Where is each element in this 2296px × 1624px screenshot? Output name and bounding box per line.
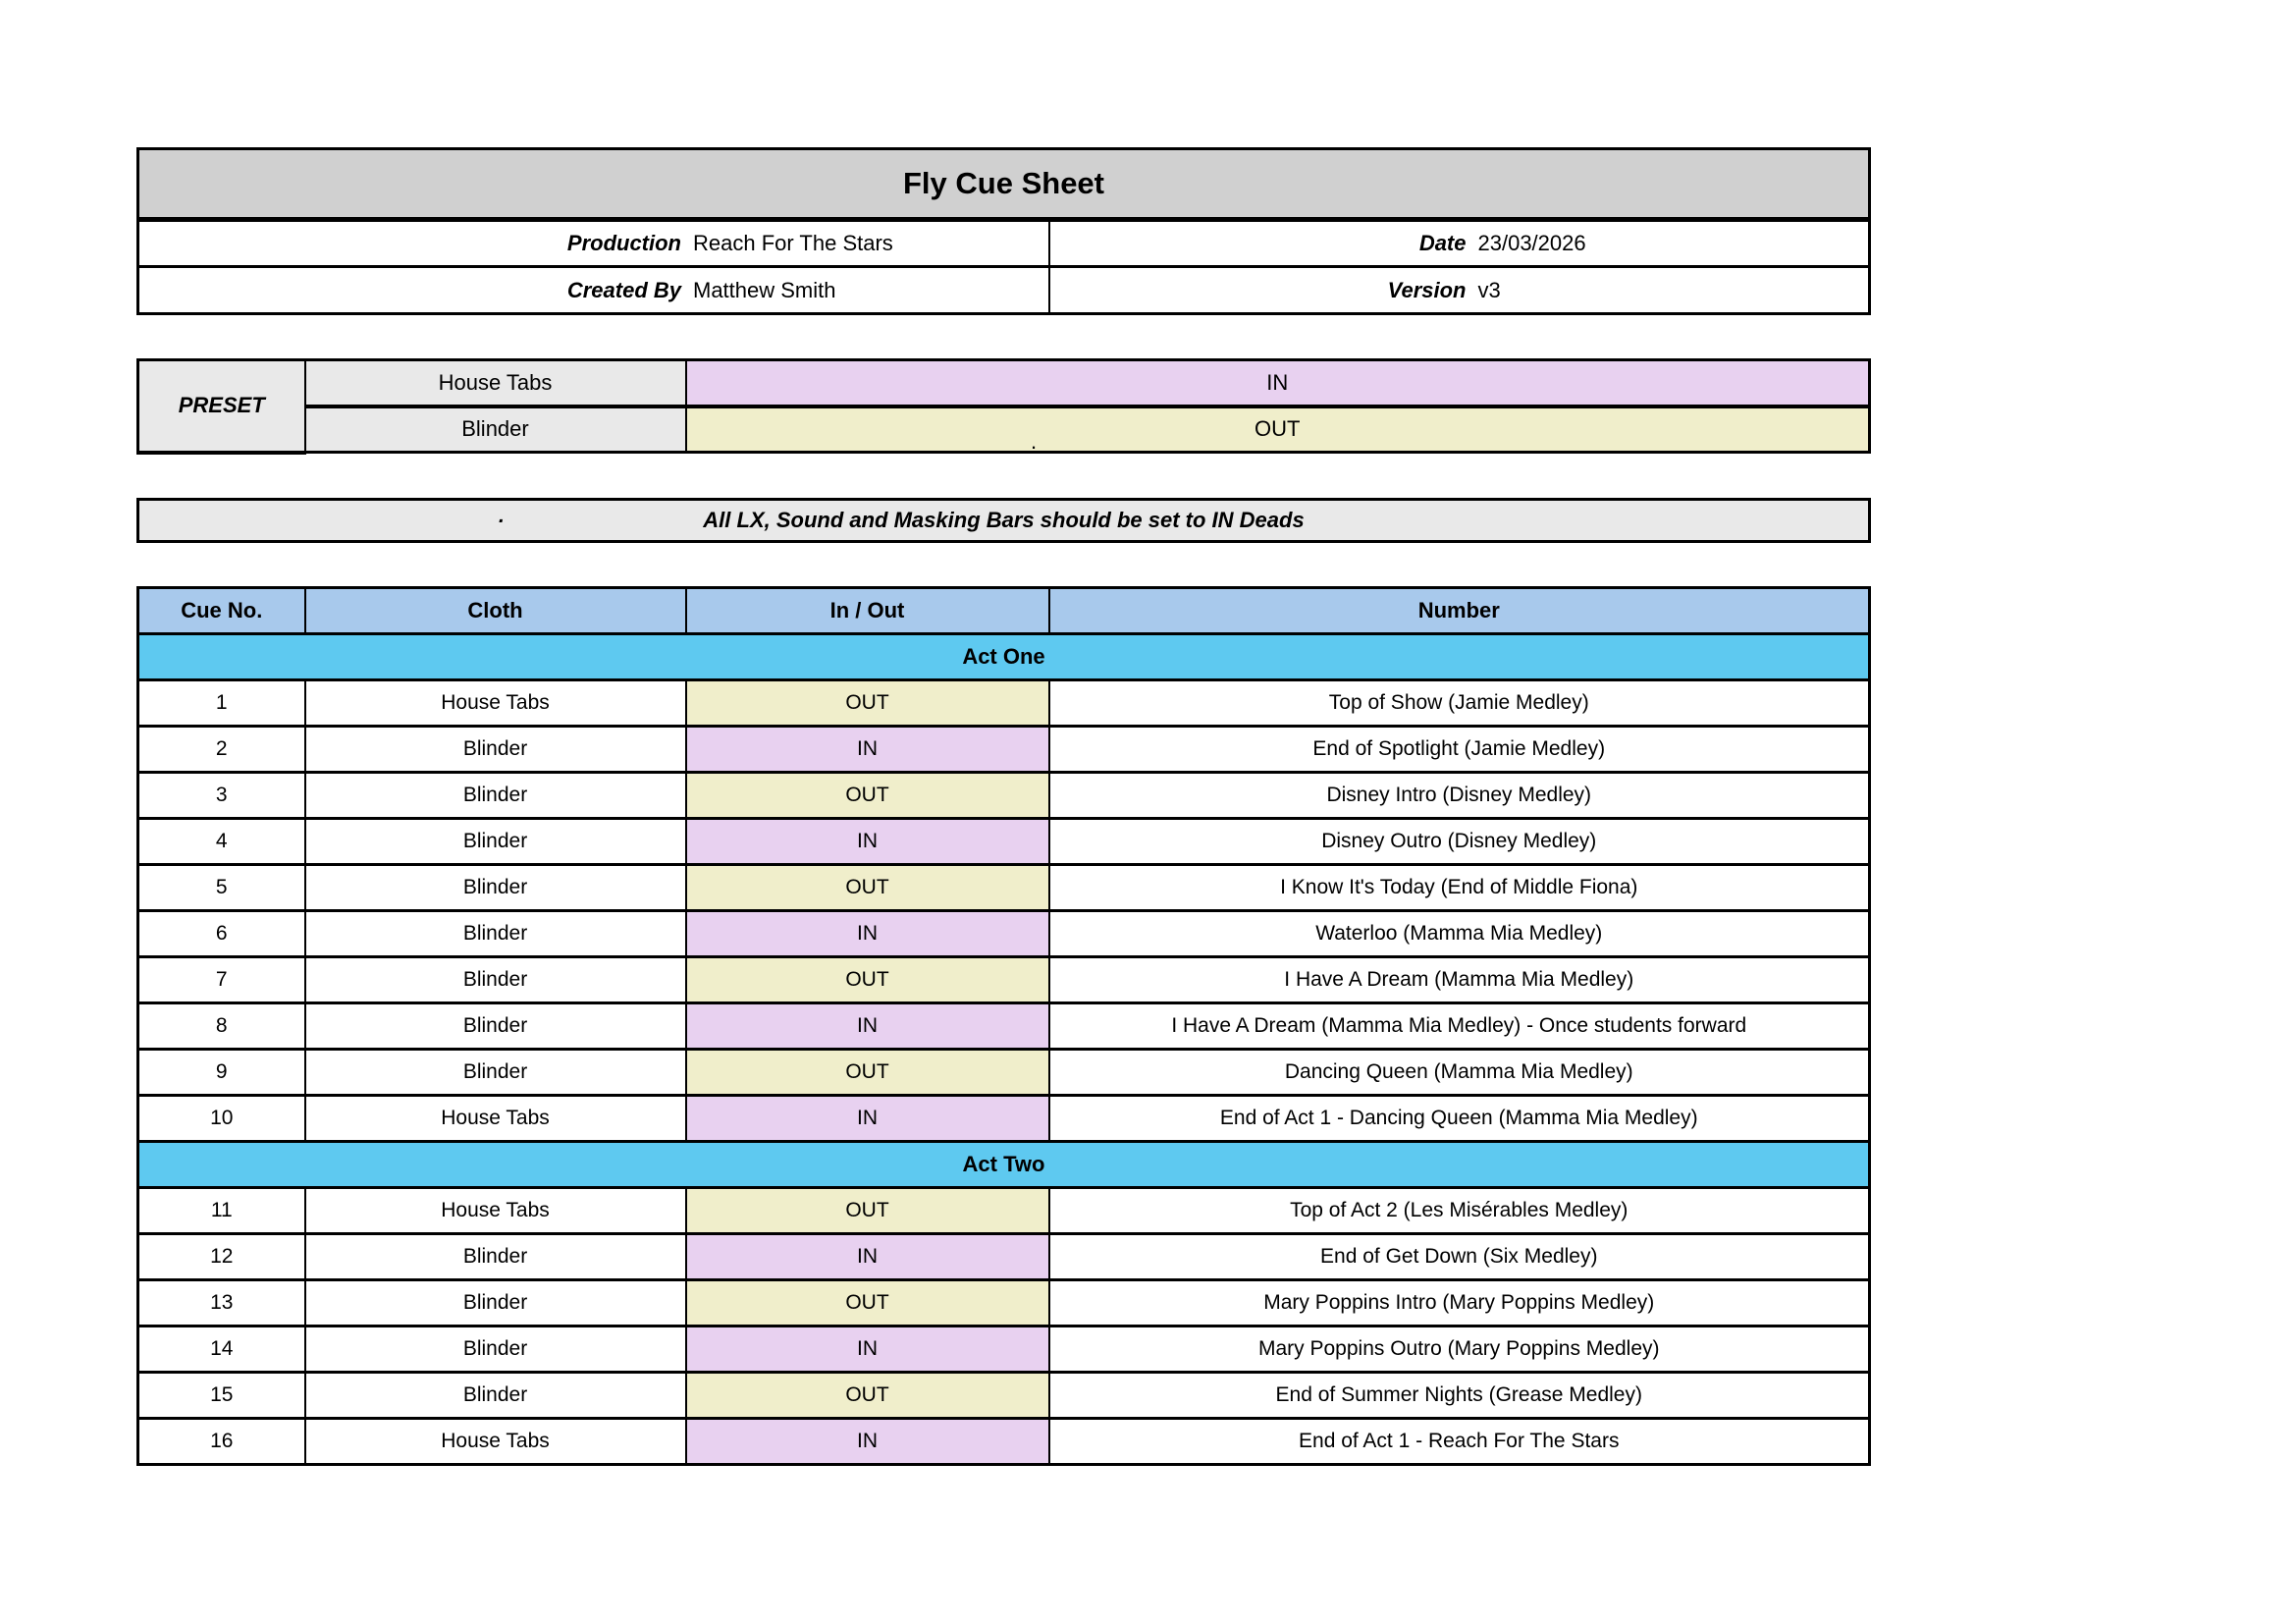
col-header-cloth: Cloth	[305, 588, 686, 634]
version-cell	[1049, 267, 1870, 314]
act-section-title: Act Two	[138, 1142, 1870, 1188]
cloth-cell: Blinder	[305, 911, 686, 957]
cloth-cell: Blinder	[305, 1326, 686, 1373]
cue-row	[138, 1373, 1870, 1419]
preset-label: PRESET	[138, 360, 305, 453]
cloth-cell: House Tabs	[305, 1419, 686, 1465]
col-header-number: Number	[1049, 588, 1870, 634]
number-cell: I Have A Dream (Mamma Mia Medley)	[1049, 957, 1870, 1003]
number-cell: End of Spotlight (Jamie Medley)	[1049, 727, 1870, 773]
col-header-cue-no: Cue No.	[138, 588, 305, 634]
preset-cloth-cell: Blinder	[305, 406, 686, 453]
preset-table	[136, 358, 1871, 455]
production-value: Reach For The Stars	[693, 231, 893, 255]
inout-cell: OUT	[686, 773, 1049, 819]
number-cell: End of Act 1 - Dancing Queen (Mamma Mia Medley)	[1049, 1096, 1870, 1142]
created-by-label: Created By	[566, 277, 681, 302]
cue-row	[138, 1096, 1870, 1142]
preset-state-cell: OUT	[686, 406, 1870, 453]
cue-number-cell: 15	[138, 1373, 305, 1419]
cloth-cell: House Tabs	[305, 1188, 686, 1234]
cloth-cell: Blinder	[305, 865, 686, 911]
production-cell	[138, 220, 1049, 267]
act-section-title: Act One	[138, 634, 1870, 680]
number-cell: Mary Poppins Intro (Mary Poppins Medley)	[1049, 1280, 1870, 1326]
preset-cloth-cell: House Tabs	[305, 360, 686, 406]
meta-row-2	[138, 267, 1870, 314]
cue-row	[138, 727, 1870, 773]
number-cell: Waterloo (Mamma Mia Medley)	[1049, 911, 1870, 957]
cue-number-cell: 3	[138, 773, 305, 819]
number-cell: End of Get Down (Six Medley)	[1049, 1234, 1870, 1280]
cue-number-cell: 4	[138, 819, 305, 865]
note-stray-period: .	[499, 505, 505, 527]
note-text: All LX, Sound and Masking Bars should be set to IN Deads	[703, 508, 1305, 532]
number-cell: Disney Intro (Disney Medley)	[1049, 773, 1870, 819]
preset-state-cell: IN	[686, 360, 1870, 406]
cloth-cell: Blinder	[305, 727, 686, 773]
cue-row	[138, 1050, 1870, 1096]
inout-cell: OUT	[686, 1188, 1049, 1234]
cue-number-cell: 11	[138, 1188, 305, 1234]
cue-number-cell: 13	[138, 1280, 305, 1326]
inout-cell: IN	[686, 1234, 1049, 1280]
cue-row	[138, 957, 1870, 1003]
cue-row	[138, 1234, 1870, 1280]
cue-number-cell: 2	[138, 727, 305, 773]
created-by-cell	[138, 267, 1049, 314]
inout-cell: OUT	[686, 1050, 1049, 1096]
col-header-in-out: In / Out	[686, 588, 1049, 634]
version-value: v3	[1477, 277, 1501, 302]
title-row	[138, 149, 1870, 220]
cue-number-cell: 6	[138, 911, 305, 957]
stray-period-mark: .	[1031, 429, 1038, 454]
number-cell: I Know It's Today (End of Middle Fiona)	[1049, 865, 1870, 911]
number-cell: End of Act 1 - Reach For The Stars	[1049, 1419, 1870, 1465]
cue-row	[138, 1188, 1870, 1234]
cloth-cell: Blinder	[305, 1373, 686, 1419]
cloth-cell: House Tabs	[305, 1096, 686, 1142]
cloth-cell: Blinder	[305, 1234, 686, 1280]
cue-table	[136, 586, 1871, 1466]
act-section-row	[138, 1142, 1870, 1188]
inout-cell: OUT	[686, 1373, 1049, 1419]
created-by-value: Matthew Smith	[693, 277, 836, 302]
cue-number-cell: 9	[138, 1050, 305, 1096]
cue-number-cell: 7	[138, 957, 305, 1003]
inout-cell: IN	[686, 1003, 1049, 1050]
cue-number-cell: 5	[138, 865, 305, 911]
preset-row-house-tabs	[138, 360, 1870, 406]
number-cell: End of Summer Nights (Grease Medley)	[1049, 1373, 1870, 1419]
inout-cell: OUT	[686, 1280, 1049, 1326]
cue-number-cell: 1	[138, 680, 305, 727]
number-cell: Disney Outro (Disney Medley)	[1049, 819, 1870, 865]
cloth-cell: House Tabs	[305, 680, 686, 727]
inout-cell: IN	[686, 819, 1049, 865]
cue-table-body	[138, 634, 1870, 1465]
inout-cell: OUT	[686, 680, 1049, 727]
meta-row-1	[138, 220, 1870, 267]
number-cell: Top of Act 2 (Les Misérables Medley)	[1049, 1188, 1870, 1234]
inout-cell: IN	[686, 1419, 1049, 1465]
cue-table-header-row	[138, 588, 1870, 634]
cue-row	[138, 1419, 1870, 1465]
preset-row-blinder	[138, 406, 1870, 453]
cue-row	[138, 1326, 1870, 1373]
inout-cell: OUT	[686, 957, 1049, 1003]
cue-row	[138, 1280, 1870, 1326]
production-label: Production	[566, 231, 681, 255]
version-label: Version	[1387, 277, 1467, 302]
act-section-row	[138, 634, 1870, 680]
cloth-cell: Blinder	[305, 1050, 686, 1096]
cue-row	[138, 819, 1870, 865]
inout-cell: IN	[686, 1096, 1049, 1142]
inout-cell: IN	[686, 727, 1049, 773]
cue-row	[138, 680, 1870, 727]
header-table	[136, 147, 1871, 315]
inout-cell: IN	[686, 911, 1049, 957]
cloth-cell: Blinder	[305, 773, 686, 819]
date-cell	[1049, 220, 1870, 267]
sheet-title: Fly Cue Sheet	[138, 149, 1870, 220]
cloth-cell: Blinder	[305, 819, 686, 865]
cue-row	[138, 773, 1870, 819]
cloth-cell: Blinder	[305, 1003, 686, 1050]
cue-row	[138, 865, 1870, 911]
date-label: Date	[1418, 231, 1467, 255]
cue-number-cell: 10	[138, 1096, 305, 1142]
number-cell: Mary Poppins Outro (Mary Poppins Medley)	[1049, 1326, 1870, 1373]
date-value: 23/03/2026	[1477, 231, 1586, 255]
cue-number-cell: 12	[138, 1234, 305, 1280]
cue-number-cell: 8	[138, 1003, 305, 1050]
inout-cell: IN	[686, 1326, 1049, 1373]
note-bar	[136, 498, 1871, 543]
number-cell: Dancing Queen (Mamma Mia Medley)	[1049, 1050, 1870, 1096]
cue-row	[138, 911, 1870, 957]
cloth-cell: Blinder	[305, 957, 686, 1003]
number-cell: I Have A Dream (Mamma Mia Medley) - Once students forward	[1049, 1003, 1870, 1050]
inout-cell: OUT	[686, 865, 1049, 911]
cloth-cell: Blinder	[305, 1280, 686, 1326]
cue-number-cell: 14	[138, 1326, 305, 1373]
cue-number-cell: 16	[138, 1419, 305, 1465]
number-cell: Top of Show (Jamie Medley)	[1049, 680, 1870, 727]
cue-row	[138, 1003, 1870, 1050]
